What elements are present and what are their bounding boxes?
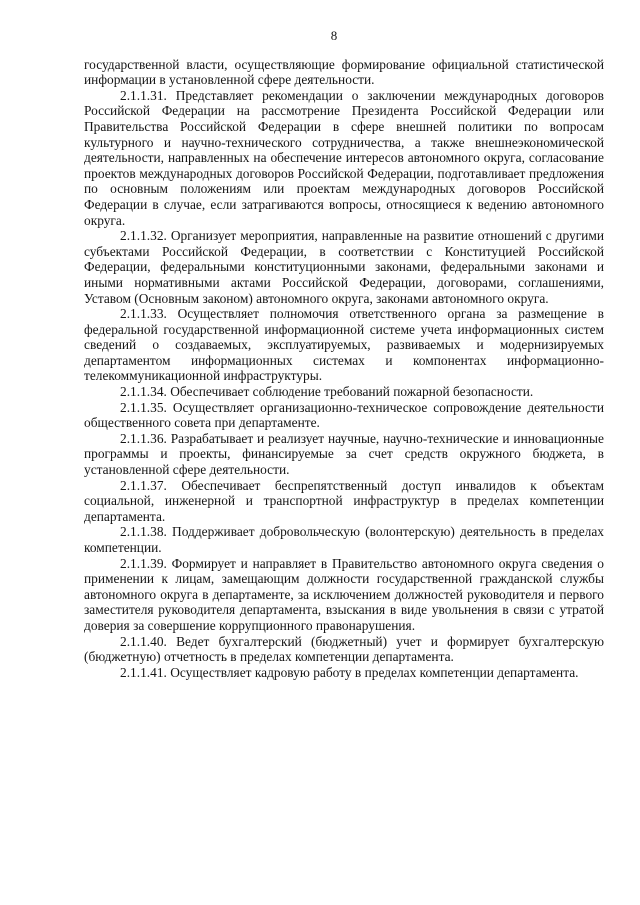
paragraph-2-1-1-40: 2.1.1.40. Ведет бухгалтерский (бюджетный) учет и формирует бухгалтерскую (бюджетную) отчетность в пределах компетенции департамента.: [84, 633, 604, 665]
paragraph-continuation: государственной власти, осуществляющие формирование официальной статистической информации в установленной сфере деятельности.: [84, 56, 604, 88]
paragraph-2-1-1-41: 2.1.1.41. Осуществляет кадровую работу в пределах компетенции департамента.: [120, 664, 579, 680]
paragraph-2-1-1-39: 2.1.1.39. Формирует и направляет в Правительство автономного округа сведения о применении к лицам, замещающим должности государственной гражданской службы автономного округа в департаменте, за исключением должностей руководителя и первого заместителя руководителя департамента, взыскания в виде увольнения в связи с утратой доверия за совершение коррупционного правонарушения.: [84, 555, 604, 633]
paragraph-2-1-1-33: 2.1.1.33. Осуществляет полномочия ответственного органа за размещение в федеральной государственной информационной системе учета информационных систем сведений о создаваемых, эксплуатируемых, развиваемых и модернизируемых департаментом информационных системах и компонентах информационно-телекоммуникационной инфраструктуры.: [84, 306, 604, 384]
page-number: 8: [330, 28, 338, 43]
paragraph-2-1-1-32: 2.1.1.32. Организует мероприятия, направленные на развитие отношений с другими субъектами Российской Федерации, в соответствии с Конституцией Российской Федерации, федеральными конституционными законами, федеральными законами и иными нормативными актами Российской Федерации, договорами, соглашениями, Уставом (Основным законом) автономного округа, законами автономного округа.: [84, 228, 604, 306]
paragraph-2-1-1-36: 2.1.1.36. Разрабатывает и реализует научные, научно-технические и инновационные программы и проекты, финансируемые за счет средств окружного бюджета, в установленной сфере деятельности.: [84, 430, 604, 478]
paragraph-2-1-1-35: 2.1.1.35. Осуществляет организационно-техническое сопровождение деятельности общественного совета при департаменте.: [84, 399, 604, 431]
paragraph-2-1-1-31: 2.1.1.31. Представляет рекомендации о заключении международных договоров Российской Федерации на рассмотрение Президента Российской Федерации или Правительства Российской Федерации в сфере внешней политики по вопросам культурного и научно-технического сотрудничества, а также внешнеэкономической деятельности, направленных на обеспечение интересов автономного округа, согласование проектов международных договоров Российской Федерации, подготавливает предложения по основным положениям или проектам международных договоров Российской Федерации в случае, если затрагиваются вопросы, относящиеся к ведению автономного округа.: [84, 87, 604, 228]
paragraph-2-1-1-37: 2.1.1.37. Обеспечивает беспрепятственный доступ инвалидов к объектам социальной, инженерной и транспортной инфраструктур в пределах компетенции департамента.: [84, 477, 604, 524]
paragraph-2-1-1-34: 2.1.1.34. Обеспечивает соблюдение требований пожарной безопасности.: [120, 384, 534, 400]
document-page: [84, 28, 604, 680]
paragraph-2-1-1-38: 2.1.1.38. Поддерживает добровольческую (волонтерскую) деятельность в пределах компетенции.: [84, 524, 604, 555]
